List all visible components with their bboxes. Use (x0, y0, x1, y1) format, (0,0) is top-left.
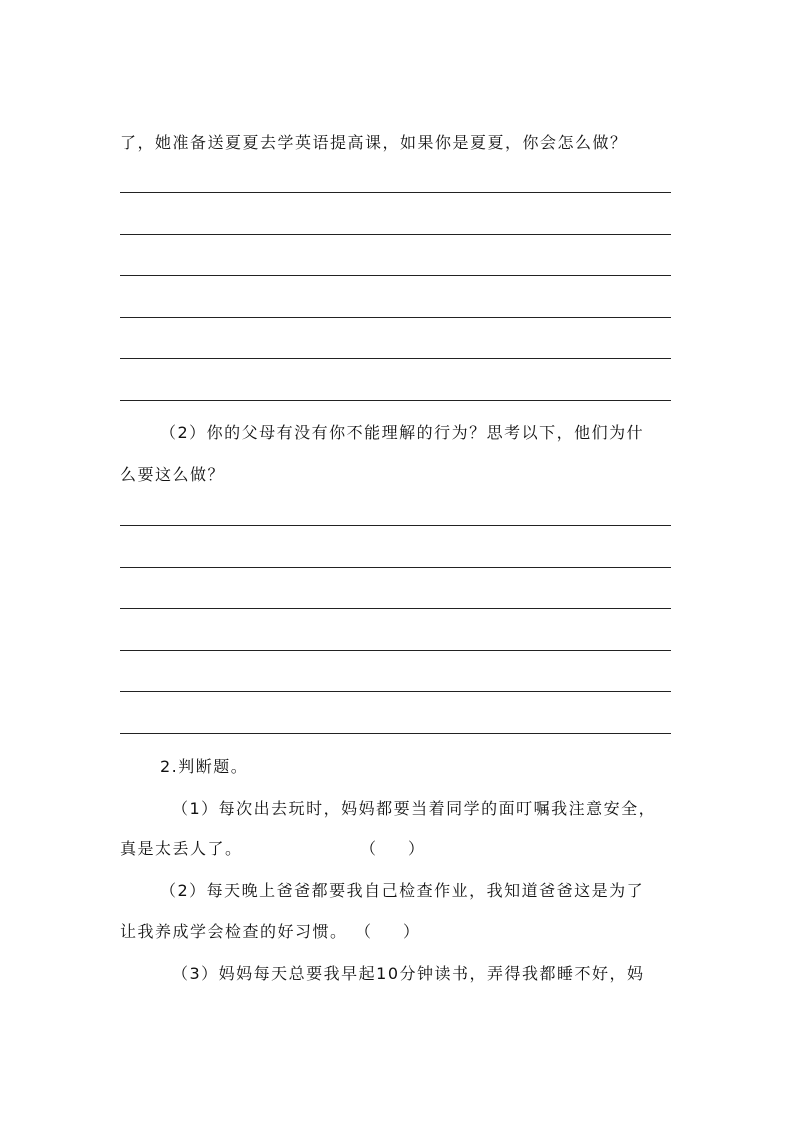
answer-line-8[interactable] (120, 567, 671, 568)
section-2-title: 2.判断题。 (160, 757, 249, 776)
question-1-continuation: 了，她准备送夏夏去学英语提高课，如果你是夏夏，你会怎么做？ (120, 133, 628, 152)
answer-line-9[interactable] (120, 608, 671, 609)
answer-line-7[interactable] (120, 525, 671, 526)
item-1-line-2: 真是太丢人了。 (120, 839, 243, 858)
question-1-part-2-line-1: （2）你的父母有没有你不能理解的行为？思考以下，他们为什 (160, 423, 645, 442)
item-2-line-1: （2）每天晚上爸爸都要我自己检查作业，我知道爸爸这是为了 (160, 881, 645, 900)
item-1-answer-parentheses[interactable]: （ ） (360, 839, 425, 858)
answer-line-2[interactable] (120, 234, 671, 235)
answer-line-4[interactable] (120, 317, 671, 318)
answer-line-12[interactable] (120, 733, 671, 734)
question-1-part-2-line-2: 么要这么做？ (120, 465, 226, 484)
item-1-line-1: （1）每次出去玩时，妈妈都要当着同学的面叮嘱我注意安全， (172, 799, 657, 818)
item-2-answer-parentheses[interactable]: （ ） (355, 922, 420, 941)
answer-line-3[interactable] (120, 275, 671, 276)
answer-line-1[interactable] (120, 192, 671, 193)
answer-line-10[interactable] (120, 650, 671, 651)
item-2-line-2: 让我养成学会检查的好习惯。 (120, 922, 348, 941)
answer-line-5[interactable] (120, 358, 671, 359)
item-3-line-1: （3）妈妈每天总要我早起10分钟读书，弄得我都睡不好，妈 (172, 964, 645, 983)
answer-line-11[interactable] (120, 691, 671, 692)
answer-line-6[interactable] (120, 400, 671, 401)
